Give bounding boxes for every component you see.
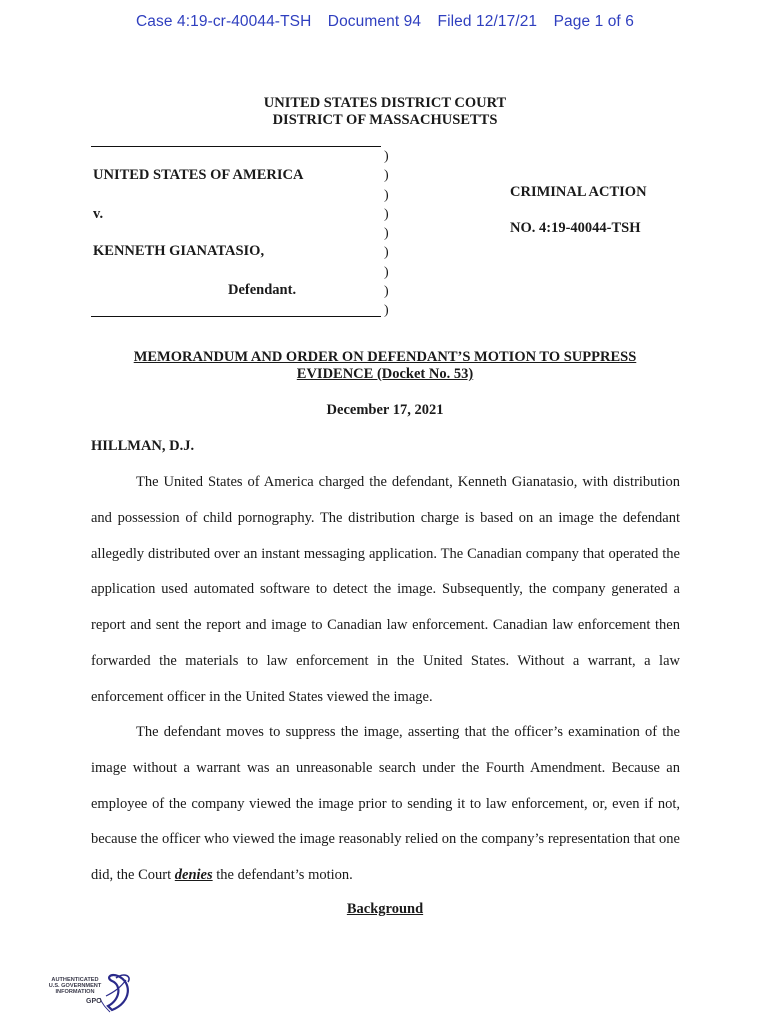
court-district: DISTRICT OF MASSACHUSETTS [272, 112, 498, 128]
caption-bottom-rule [91, 316, 381, 317]
gpo-seal-text [41, 977, 109, 996]
case-docket-number: NO. 4:19-40044-TSH [510, 220, 641, 236]
order-date: December 17, 2021 [326, 402, 444, 418]
seal-line-2: U.S. GOVERNMENT [48, 983, 102, 990]
ruling-word: denies [174, 867, 213, 884]
filed-date: Filed 12/17/21 [437, 13, 538, 30]
court-heading [0, 95, 770, 129]
seal-line-3: INFORMATION [55, 989, 95, 996]
page-indicator: Page 1 of 6 [553, 13, 634, 30]
paragraph-2 [91, 715, 680, 894]
caption-top-rule [91, 146, 381, 147]
paragraph-2-end: the defendant’s motion. [212, 867, 353, 884]
paragraph-1: The United States of America charged the defendant, Kenneth Gianatasio, with distribution and possession of child pornography. The distribution charge is based on an image the defendant allegedly distributed over an instant messaging application. The Canadian company that operated the application used automated software to detect the image. Subsequently, the company generated a report and sent the report and image to Canadian law enforcement. Canadian law enforcement then forwarded the materials to law enforcement in the United States. Without a warrant, a law enforcement officer in the United States viewed the image. [91, 474, 680, 705]
seal-line-1: AUTHENTICATED [51, 977, 99, 983]
caption-versus: v. [93, 206, 104, 222]
court-name: UNITED STATES DISTRICT COURT [263, 95, 507, 111]
section-heading: Background [346, 901, 424, 917]
caption-divider: ) ) ) ) ) ) ) ) ) [384, 149, 389, 319]
document-title [0, 349, 770, 383]
title-line-2: EVIDENCE (Docket No. 53) [296, 366, 474, 382]
caption-role: Defendant. [228, 282, 297, 298]
filing-stamp [0, 13, 770, 31]
caption-plaintiff: UNITED STATES OF AMERICA [93, 167, 304, 183]
paragraph-2-text: The defendant moves to suppress the image, asserting that the officer’s examination of the image without a warrant was an unreasonable search under the Fourth Amendment. Because an employee of the company viewed the image prior to sending it to law enforcement, or, even if not, because the officer who viewed the image reasonably relied on the company’s representation that one did, the Court [91, 724, 680, 884]
title-line-1: MEMORANDUM AND ORDER ON DEFENDANT’S MOTION TO SUPPRESS [133, 349, 637, 365]
case-number: Case 4:19-cr-40044-TSH [136, 13, 312, 30]
document-number: Document 94 [327, 13, 422, 30]
gpo-mark: GPO [86, 998, 102, 1005]
caption-defendant: KENNETH GIANATASIO, [93, 243, 265, 259]
judge-name: HILLMAN, D.J. [91, 438, 195, 454]
criminal-action-label: CRIMINAL ACTION [510, 184, 647, 200]
